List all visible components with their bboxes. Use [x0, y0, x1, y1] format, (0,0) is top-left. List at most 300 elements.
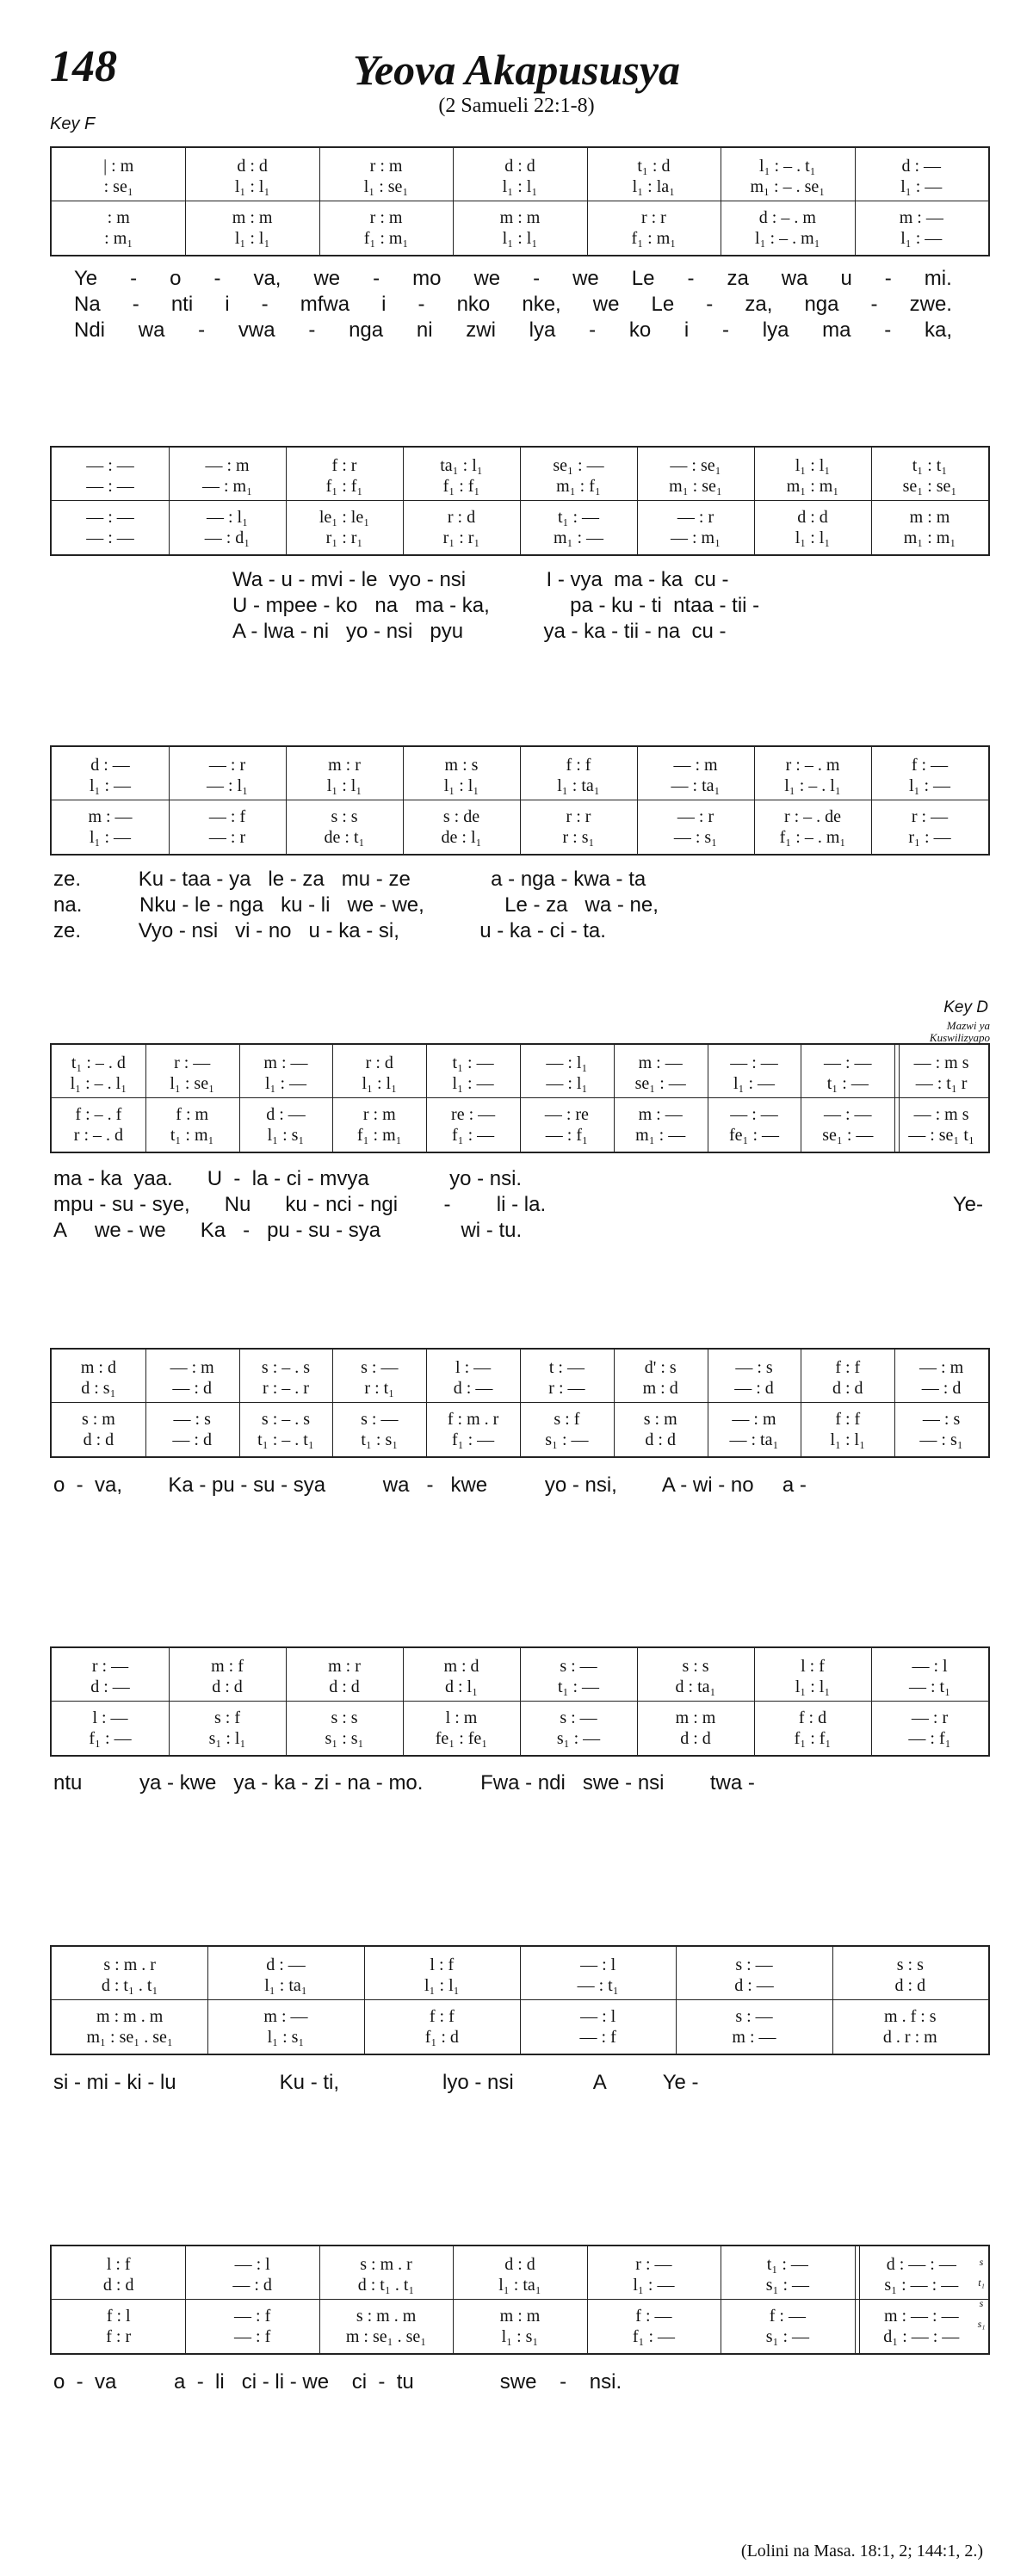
tenor-measure: — : —	[824, 1105, 872, 1124]
bar-line	[855, 2246, 856, 2353]
bar-line	[871, 747, 872, 854]
tenor-measure: — : —	[86, 508, 134, 527]
soprano-measure: — : m	[673, 756, 718, 775]
soprano-measure: — : —	[824, 1053, 872, 1072]
alto-measure: l₁ : l₁	[502, 177, 538, 196]
soprano-measure: d : —	[901, 157, 942, 176]
lyric-syllable: zwi	[466, 318, 496, 342]
soprano-measure: r : d	[365, 1053, 393, 1072]
bass-measure: s₁ : l₁	[208, 1729, 246, 1748]
lyric-syllable: mfwa	[300, 293, 350, 316]
bass-measure: f₁ : m₁	[363, 229, 409, 248]
alto-measure: d : t₁ . t₁	[101, 1976, 158, 1995]
alto-measure: se₁ : se₁	[902, 477, 957, 496]
tenor-measure: r : —	[911, 807, 949, 826]
bass-measure: f₁ : – . m₁	[779, 828, 846, 847]
soprano-measure: f : f	[835, 1358, 861, 1377]
tenor-measure: m : —	[88, 807, 133, 826]
staff-divider	[52, 2299, 988, 2300]
alto-measure: l₁ : – . l₁	[70, 1074, 127, 1093]
alto-measure: — : ta₁	[671, 776, 721, 795]
tenor-measure: s : —	[560, 1708, 597, 1727]
bass-measure: — : s₁	[919, 1430, 963, 1449]
tenor-measure: m : —	[899, 208, 943, 227]
soprano-measure: m : r	[328, 756, 361, 775]
soprano-measure: r : – . m	[785, 756, 840, 775]
lyric-syllable: wa	[781, 267, 808, 290]
tenor-measure: f : m	[176, 1105, 209, 1124]
tenor-measure: d : d	[797, 508, 828, 527]
tenor-measure: s : m	[81, 1410, 115, 1429]
bass-measure: l₁ : l₁	[830, 1430, 866, 1449]
lyric-syllable: mo	[412, 267, 442, 290]
tenor-measure: — : r	[911, 1708, 949, 1727]
lyric-syllable: zwe.	[909, 293, 952, 316]
music-system	[50, 446, 990, 556]
tenor-measure: m : m	[675, 1708, 716, 1727]
alto-measure: m₁ : se₁	[669, 477, 722, 496]
lyric-syllable: -	[533, 267, 541, 290]
bar-line	[169, 747, 170, 854]
music-system	[50, 146, 990, 256]
bass-measure: f₁ : —	[451, 1126, 495, 1145]
alto-measure: se₁ : —	[634, 1074, 686, 1093]
lyric-line: A - lwa - ni yo - nsi pyu ya - ka - tii - na cu -	[232, 620, 727, 643]
music-system	[50, 1646, 990, 1757]
lyric-syllable: nga	[349, 318, 384, 342]
bass-measure: — : f	[234, 2327, 271, 2346]
tenor-measure: l : —	[92, 1708, 128, 1727]
soprano-measure: — : —	[730, 1053, 778, 1072]
key-signature: Key F	[50, 114, 96, 133]
tenor-measure: s : s	[331, 1708, 358, 1727]
alto-measure: l₁ : ta₁	[557, 776, 600, 795]
lyric-syllable: u	[840, 267, 852, 290]
bar-line	[145, 1350, 146, 1456]
alto-measure: l₁ : —	[89, 776, 132, 795]
alto-measure: l₁ : la₁	[632, 177, 676, 196]
tenor-measure: s : m	[643, 1410, 677, 1429]
soprano-measure: d : d	[237, 157, 268, 176]
bass-measure: l₁ : l₁	[502, 229, 538, 248]
lyric-syllable: Le	[651, 293, 675, 316]
bar-line	[614, 1045, 615, 1152]
hymn-title: Yeova Akapususya	[352, 46, 681, 94]
alto-measure: m : d	[642, 1379, 678, 1398]
tenor-measure: — : m s	[913, 1105, 969, 1124]
alto-measure: l₁ : l₁	[326, 776, 362, 795]
tenor-measure: m : — : —	[883, 2307, 959, 2326]
soprano-measure: d : d	[504, 2255, 535, 2274]
tenor-measure: f : —	[769, 2307, 806, 2326]
alto-measure: l₁ : l₁	[362, 1074, 398, 1093]
bar-line	[614, 1350, 615, 1456]
soprano-measure: f : r	[331, 456, 357, 475]
tenor-measure: r : d	[447, 508, 476, 527]
bar-line	[169, 448, 170, 554]
bar-line	[426, 1350, 427, 1456]
lyric-syllable: -	[130, 267, 138, 290]
tenor-measure: t₁ : —	[557, 508, 600, 527]
tenor-measure: : m	[107, 208, 130, 227]
bass-measure: fe₁ : —	[728, 1126, 780, 1145]
music-system	[50, 745, 990, 856]
alto-measure: d : d	[102, 2276, 134, 2295]
alto-measure: d : l₁	[444, 1677, 479, 1696]
lyric-syllable: -	[870, 293, 878, 316]
tenor-measure: — : s	[922, 1410, 961, 1429]
bar-line	[403, 1648, 404, 1755]
tenor-measure: — : f	[208, 807, 246, 826]
bass-measure: — : r	[208, 828, 246, 847]
soprano-measure: s : —	[361, 1358, 399, 1377]
tenor-measure: d : – . m	[758, 208, 816, 227]
soprano-measure: m : d	[443, 1657, 479, 1676]
bass-measure: — : d	[172, 1430, 212, 1449]
tenor-measure: r : – . de	[783, 807, 842, 826]
bass-measure: — : f	[579, 2028, 616, 2047]
bass-measure: f₁ : —	[89, 1729, 132, 1748]
soprano-measure: l : f	[106, 2255, 131, 2274]
lyric-line: mpu - su - sye, Nu ku - nci - ngi - li - la.	[53, 1193, 547, 1216]
bar-line	[754, 1648, 755, 1755]
bass-measure: r₁ : —	[908, 828, 951, 847]
alto-measure: l₁ : —	[908, 776, 951, 795]
bar-line	[637, 1648, 638, 1755]
tenor-measure: — : l₁	[206, 508, 249, 527]
bass-measure: f₁ : m₁	[631, 229, 677, 248]
lyric-syllable: we	[473, 267, 501, 290]
bass-measure: m : —	[732, 2028, 776, 2047]
lyric-syllable: Ye	[74, 267, 98, 290]
bar-line	[520, 1648, 521, 1755]
soprano-measure: m : —	[263, 1053, 308, 1072]
tenor-measure: s : s	[331, 807, 358, 826]
alto-measure: d : —	[734, 1976, 774, 1995]
bar-line	[520, 1350, 521, 1456]
tenor-measure: r : r	[566, 807, 591, 826]
bar-line	[239, 1350, 240, 1456]
tenor-measure: m : —	[638, 1105, 683, 1124]
soprano-measure: s : m . r	[103, 1955, 156, 1974]
lyric-syllable: lya	[529, 318, 556, 342]
soprano-measure: — : l₁	[546, 1053, 588, 1072]
lyric-line: na. Nku - le - nga ku - li we - we, Le - za wa - ne,	[53, 893, 659, 917]
alto-measure: r : – . r	[263, 1379, 309, 1398]
bar-line	[286, 747, 287, 854]
lyric-syllable: ko	[628, 318, 652, 342]
bar-line	[754, 448, 755, 554]
music-system	[50, 2245, 990, 2355]
tenor-measure: s : f	[554, 1410, 580, 1429]
alto-measure: l₁ : se₁	[363, 177, 409, 196]
alto-measure: d : d	[212, 1677, 243, 1696]
lyric-syllable: -	[884, 318, 892, 342]
soprano-measure: t : —	[548, 1358, 585, 1377]
tenor-measure: m : —	[263, 2007, 308, 2026]
lyric-syllable: -	[373, 267, 380, 290]
lyric-syllable: -	[884, 267, 892, 290]
bass-measure: m : se₁ . se₁	[345, 2327, 427, 2346]
bass-measure: t₁ : s₁	[361, 1430, 399, 1449]
bass-measure: m₁ : —	[553, 528, 604, 547]
alto-measure: l₁ : —	[733, 1074, 776, 1093]
tenor-measure: — : r	[677, 807, 714, 826]
hymn-number: 148	[50, 42, 117, 91]
hymn-subtitle: (2 Samueli 22:1-8)	[438, 95, 595, 117]
bass-measure: d : d	[645, 1430, 676, 1449]
end-mark: t₁	[978, 2276, 985, 2289]
bass-measure: de : l₁	[441, 828, 482, 847]
bar-line	[453, 148, 454, 255]
tenor-measure: le₁ : le₁	[319, 508, 370, 527]
tenor-measure: f : d	[798, 1708, 827, 1727]
bass-measure: s₁ : —	[545, 1430, 589, 1449]
tenor-measure: f : —	[635, 2307, 672, 2326]
alto-measure: l₁ : ta₁	[264, 1976, 307, 1995]
bar-line	[871, 448, 872, 554]
bass-measure: r : – . d	[73, 1126, 123, 1145]
soprano-measure: m : f	[211, 1657, 244, 1676]
soprano-measure: r : —	[174, 1053, 211, 1072]
lyric-line: ma - ka yaa. U - la - ci - mvya yo - nsi.	[53, 1167, 523, 1190]
tenor-measure: — : —	[730, 1105, 778, 1124]
lyric-line	[74, 293, 952, 317]
lyric-syllable: i	[225, 293, 230, 316]
bass-measure: r₁ : r₁	[325, 528, 363, 547]
soprano-measure: m : —	[638, 1053, 683, 1072]
lyric-syllable: wa	[138, 318, 165, 342]
alto-measure: l₁ : —	[633, 2276, 675, 2295]
bar-line	[319, 148, 320, 255]
bass-measure: l₁ : l₁	[234, 229, 270, 248]
tenor-measure: m : m	[909, 508, 950, 527]
bar-line	[185, 148, 186, 255]
alto-measure: f₁ : f₁	[442, 477, 480, 496]
lyric-syllable: i	[684, 318, 690, 342]
lyric-line: si - mi - ki - lu Ku - ti, lyo - nsi A Ye -	[53, 2071, 699, 2094]
tenor-measure: — : f	[234, 2307, 271, 2326]
bass-measure: r₁ : r₁	[442, 528, 480, 547]
soprano-measure: — : s	[735, 1358, 773, 1377]
lyric-syllable: -	[687, 267, 695, 290]
music-system	[50, 1348, 990, 1458]
bar-line	[403, 448, 404, 554]
bass-measure: s₁ : s₁	[325, 1729, 364, 1748]
soprano-measure: — : l	[234, 2255, 270, 2274]
bar-line	[207, 1947, 208, 2054]
alto-measure: m₁ : f₁	[556, 477, 601, 496]
alto-measure: — : m₁	[201, 477, 253, 496]
bass-measure: d . r : m	[882, 2028, 937, 2047]
tenor-measure: f : m . r	[447, 1410, 499, 1429]
lyric-syllable: nti	[170, 293, 194, 316]
tenor-measure: m : m	[499, 208, 541, 227]
bass-measure: d : d	[83, 1430, 114, 1449]
bass-measure: f₁ : —	[632, 2327, 676, 2346]
lyric-line: A we - we Ka - pu - su - sya wi - tu.	[53, 1219, 523, 1242]
music-system	[50, 1945, 990, 2055]
bar-line	[676, 1947, 677, 2054]
lyric-syllable: nga	[804, 293, 839, 316]
soprano-measure: — : r	[208, 756, 246, 775]
bass-measure: f : r	[106, 2327, 132, 2346]
tenor-measure: m : m	[232, 208, 273, 227]
soprano-measure: l₁ : – . t₁	[759, 157, 816, 176]
end-mark: s	[979, 2297, 984, 2309]
alto-measure: — : l₁	[546, 1074, 588, 1093]
soprano-measure: t₁ : t₁	[912, 456, 948, 475]
bass-measure: f₁ : —	[451, 1430, 495, 1449]
soprano-measure: m : d	[80, 1358, 116, 1377]
alto-measure: l₁ : l₁	[234, 177, 270, 196]
bar-line	[637, 448, 638, 554]
soprano-measure: r : m	[369, 157, 403, 176]
lyric-syllable: ma	[822, 318, 851, 342]
soprano-measure: l : f	[430, 1955, 455, 1974]
lyric-line	[74, 267, 952, 291]
soprano-measure: f : f	[566, 756, 591, 775]
lyric-line: ze. Vyo - nsi vi - no u - ka - si, u - ka - ci - ta.	[53, 919, 606, 942]
bass-measure: m₁ : se₁ . se₁	[86, 2028, 173, 2047]
tenor-measure: r : m	[369, 208, 403, 227]
bar-line	[332, 1350, 333, 1456]
bar-line	[587, 148, 588, 255]
soprano-measure: s : —	[560, 1657, 597, 1676]
bar-line	[453, 2246, 454, 2353]
bass-measure: f₁ : d	[424, 2028, 459, 2047]
bar-line	[239, 1045, 240, 1152]
lyric-syllable: vwa	[238, 318, 275, 342]
soprano-measure: — : —	[86, 456, 134, 475]
end-mark: s	[979, 2256, 984, 2268]
tenor-measure: s : de	[442, 807, 480, 826]
soprano-measure: s : m . r	[360, 2255, 412, 2274]
tenor-measure: — : s	[173, 1410, 211, 1429]
soprano-measure: — : se₁	[670, 456, 721, 475]
alto-measure: d : t₁ . t₁	[357, 2276, 415, 2295]
bass-measure: l₁ : – . m₁	[755, 229, 820, 248]
bass-measure: d : d	[680, 1729, 711, 1748]
lyric-tail: Ye-	[952, 1193, 983, 1216]
lyric-syllable: ni	[416, 318, 433, 342]
tenor-measure: — : r	[677, 508, 714, 527]
tenor-measure: f : f	[429, 2007, 455, 2026]
bar-line	[871, 1648, 872, 1755]
bar-line	[894, 1350, 895, 1456]
bass-measure: — : s₁	[673, 828, 718, 847]
soprano-measure: l : —	[455, 1358, 492, 1377]
bass-measure: — : se₁ t₁	[908, 1126, 974, 1145]
bass-measure: de : t₁	[324, 828, 365, 847]
soprano-measure: d : —	[266, 1955, 306, 1974]
tenor-measure: m : m	[499, 2307, 541, 2326]
tenor-measure: s : – . s	[261, 1410, 311, 1429]
lyric-syllable: -	[706, 293, 714, 316]
lyric-syllable: i	[381, 293, 387, 316]
bass-measure: l₁ : s₁	[501, 2327, 539, 2346]
lyric-line	[74, 318, 952, 343]
lyric-syllable: lya	[762, 318, 789, 342]
bass-measure: l₁ : s₁	[267, 1126, 305, 1145]
key-change-note: Mazwi ya Kuswilizyapo	[929, 1019, 990, 1044]
soprano-measure: | : m	[103, 157, 134, 176]
alto-measure: l₁ : —	[900, 177, 943, 196]
bass-measure: m₁ : m₁	[903, 528, 956, 547]
soprano-measure: m : r	[328, 1657, 361, 1676]
bar-line	[520, 448, 521, 554]
lyric-syllable: -	[213, 267, 221, 290]
alto-measure: l₁ : se₁	[170, 1074, 215, 1093]
bass-measure: f₁ : m₁	[356, 1126, 402, 1145]
bass-measure: s₁ : —	[765, 2327, 809, 2346]
alto-measure: l₁ : l₁	[443, 776, 479, 795]
bass-measure: f₁ : f₁	[794, 1729, 832, 1748]
tenor-measure: re : —	[451, 1105, 496, 1124]
tenor-measure: — : m	[732, 1410, 776, 1429]
soprano-measure: — : m	[205, 456, 250, 475]
alto-measure: — : t₁	[577, 1976, 619, 1995]
lyric-syllable: we	[592, 293, 620, 316]
lyric-syllable: -	[261, 293, 269, 316]
bar-line	[855, 148, 856, 255]
music-system	[50, 1043, 990, 1153]
lyric-syllable: za	[727, 267, 749, 290]
bass-measure: l₁ : —	[89, 828, 132, 847]
alto-measure: t₁ : —	[826, 1074, 869, 1093]
lyric-line: Wa - u - mvi - le vyo - nsi I - vya ma - ka cu -	[232, 568, 729, 591]
bass-measure: s₁ : —	[556, 1729, 601, 1748]
lyric-line: U - mpee - ko na ma - ka, pa - ku - ti ntaa - tii -	[232, 594, 760, 617]
lyric-syllable: Le	[631, 267, 655, 290]
alto-measure: d : —	[90, 1677, 130, 1696]
alto-measure: l₁ : – . l₁	[784, 776, 841, 795]
alto-measure: — : —	[86, 477, 134, 496]
lyric-line: o - va a - li ci - li - we ci - tu swe - nsi.	[53, 2370, 622, 2394]
bar-line	[637, 747, 638, 854]
soprano-measure: ta₁ : l₁	[440, 456, 483, 475]
bar-line	[894, 1045, 895, 1152]
lyric-syllable: we	[572, 267, 599, 290]
soprano-measure: — : l	[912, 1657, 948, 1676]
bass-measure: — : m₁	[670, 528, 721, 547]
bass-measure: t₁ : m₁	[170, 1126, 214, 1145]
tenor-measure: r : m	[362, 1105, 396, 1124]
lyric-syllable: Ndi	[74, 318, 106, 342]
bass-measure: — : —	[86, 528, 134, 547]
alto-measure: — : t₁	[908, 1677, 951, 1696]
alto-measure: d : d	[832, 1379, 863, 1398]
bass-measure: fe₁ : fe₁	[435, 1729, 488, 1748]
tenor-measure: m : m . m	[96, 2007, 164, 2026]
tenor-measure: s : f	[214, 1708, 240, 1727]
alto-measure: l₁ : —	[264, 1074, 307, 1093]
alto-measure: — : d	[734, 1379, 774, 1398]
bass-measure: — : f₁	[908, 1729, 951, 1748]
soprano-measure: — : m s	[913, 1053, 969, 1072]
bass-measure: — : d₁	[204, 528, 251, 547]
bass-measure: m₁ : —	[635, 1126, 686, 1145]
tenor-measure: r : r	[640, 208, 666, 227]
alto-measure: f₁ : f₁	[325, 477, 363, 496]
lyric-line: ntu ya - kwe ya - ka - zi - na - mo. Fwa - ndi swe - nsi twa -	[53, 1771, 755, 1795]
soprano-measure: d : —	[90, 756, 130, 775]
tenor-measure: s : m . m	[356, 2307, 417, 2326]
bass-measure: l₁ : s₁	[267, 2028, 305, 2047]
bar-line	[520, 1947, 521, 2054]
alto-measure: m₁ : – . se₁	[750, 177, 826, 196]
lyric-line: o - va, Ka - pu - su - sya wa - kwe yo - nsi, A - wi - no a -	[53, 1473, 807, 1497]
